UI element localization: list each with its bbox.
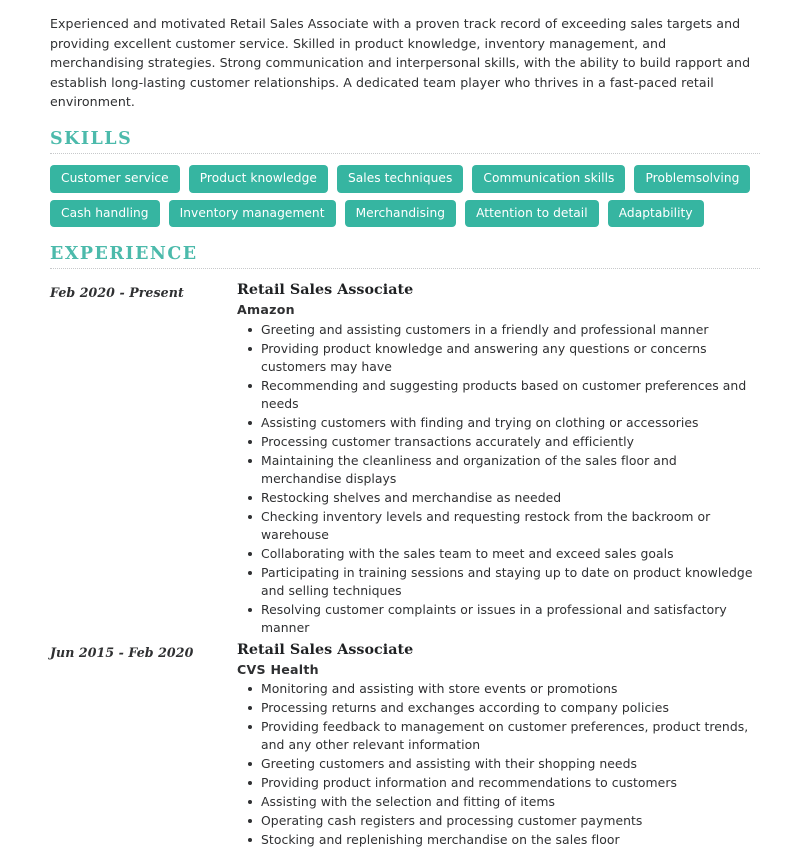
experience-date-column: [50, 282, 237, 300]
experience-bullet-item: Greeting and assisting customers in a friendly and professional manner: [237, 321, 760, 339]
experience-bullet-item: Processing customer transactions accurately and efficiently: [237, 433, 760, 451]
experience-bullet-item: Restocking shelves and merchandise as needed: [237, 489, 760, 507]
experience-bullet-item: Greeting customers and assisting with their shopping needs: [237, 755, 760, 773]
skill-row: [50, 165, 765, 192]
experience-divider: [50, 268, 760, 270]
experience-bullet-item: Maintaining the cleanliness and organization of the sales floor and merchandise displays: [237, 452, 760, 488]
skills-pill-container: [50, 165, 765, 226]
experience-bullet-item: Collaborating with the sales team to meet and exceed sales goals: [237, 545, 760, 563]
skill-pill: Sales techniques: [337, 165, 463, 192]
skill-pill: Cash handling: [50, 200, 160, 227]
experience-detail-column: [237, 642, 760, 850]
experience-job-title: Retail Sales Associate: [237, 282, 414, 299]
skills-section: [50, 130, 760, 227]
skill-pill: Communication skills: [472, 165, 625, 192]
experience-bullet-item: Checking inventory levels and requesting restock from the backroom or warehouse: [237, 508, 760, 544]
skills-section-heading: SKILLS: [50, 128, 133, 149]
skill-pill: Product knowledge: [189, 165, 328, 192]
experience-bullet-item: Operating cash registers and processing customer payments: [237, 812, 760, 830]
experience-company-name: Amazon: [237, 301, 295, 317]
experience-bullet-item: Resolving customer complaints or issues in a professional and satisfactory manner: [237, 601, 760, 637]
experience-date-range: Feb 2020 - Present: [50, 285, 184, 301]
experience-date-column: [50, 642, 237, 660]
professional-summary: Experienced and motivated Retail Sales Associate with a proven track record of exceeding sales targets and providing excellent customer service. Skilled in product knowledge, inventory management, and merchandising strategies. Strong communication and interpersonal skills, with the ability to build rapport and establish long-lasting customer relationships. A dedicated team player who thrives in a fast-paced retail environment.: [50, 16, 751, 110]
experience-entry: [50, 642, 760, 850]
experience-bullet-item: Assisting customers with finding and trying on clothing or accessories: [237, 414, 760, 432]
skill-pill: Inventory management: [169, 200, 336, 227]
skill-pill: Merchandising: [345, 200, 457, 227]
experience-bullet-item: Assisting with the selection and fitting of items: [237, 793, 760, 811]
experience-bullet-item: Providing product information and recommendations to customers: [237, 774, 760, 792]
experience-bullet-item: Providing feedback to management on customer preferences, product trends, and any other relevant information: [237, 718, 760, 754]
skill-pill: Problemsolving: [634, 165, 750, 192]
experience-company-name: CVS Health: [237, 661, 319, 677]
skill-row: [50, 200, 765, 227]
experience-bullet-item: Monitoring and assisting with store events or promotions: [237, 680, 760, 698]
experience-bullet-item: Stocking and replenishing merchandise on the sales floor: [237, 831, 760, 849]
experience-detail-column: [237, 282, 760, 638]
experience-entry: [50, 282, 760, 638]
experience-section: [50, 245, 760, 850]
experience-bullet-item: Participating in training sessions and staying up to date on product knowledge and selling techniques: [237, 564, 760, 600]
experience-date-range: Jun 2015 - Feb 2020: [50, 644, 194, 660]
experience-bullet-item: Providing product knowledge and answering any questions or concerns customers may have: [237, 340, 760, 376]
experience-entry-list: [50, 282, 760, 850]
experience-section-heading: EXPERIENCE: [50, 243, 198, 264]
experience-bullet-list: [237, 321, 760, 637]
skills-divider: [50, 153, 760, 155]
experience-bullet-item: Recommending and suggesting products based on customer preferences and needs: [237, 377, 760, 413]
skill-pill: Attention to detail: [465, 200, 599, 227]
skill-pill: Customer service: [50, 165, 180, 192]
skill-pill: Adaptability: [608, 200, 704, 227]
experience-bullet-list: [237, 680, 760, 849]
experience-bullet-item: Processing returns and exchanges according to company policies: [237, 699, 760, 717]
experience-job-title: Retail Sales Associate: [237, 641, 414, 658]
